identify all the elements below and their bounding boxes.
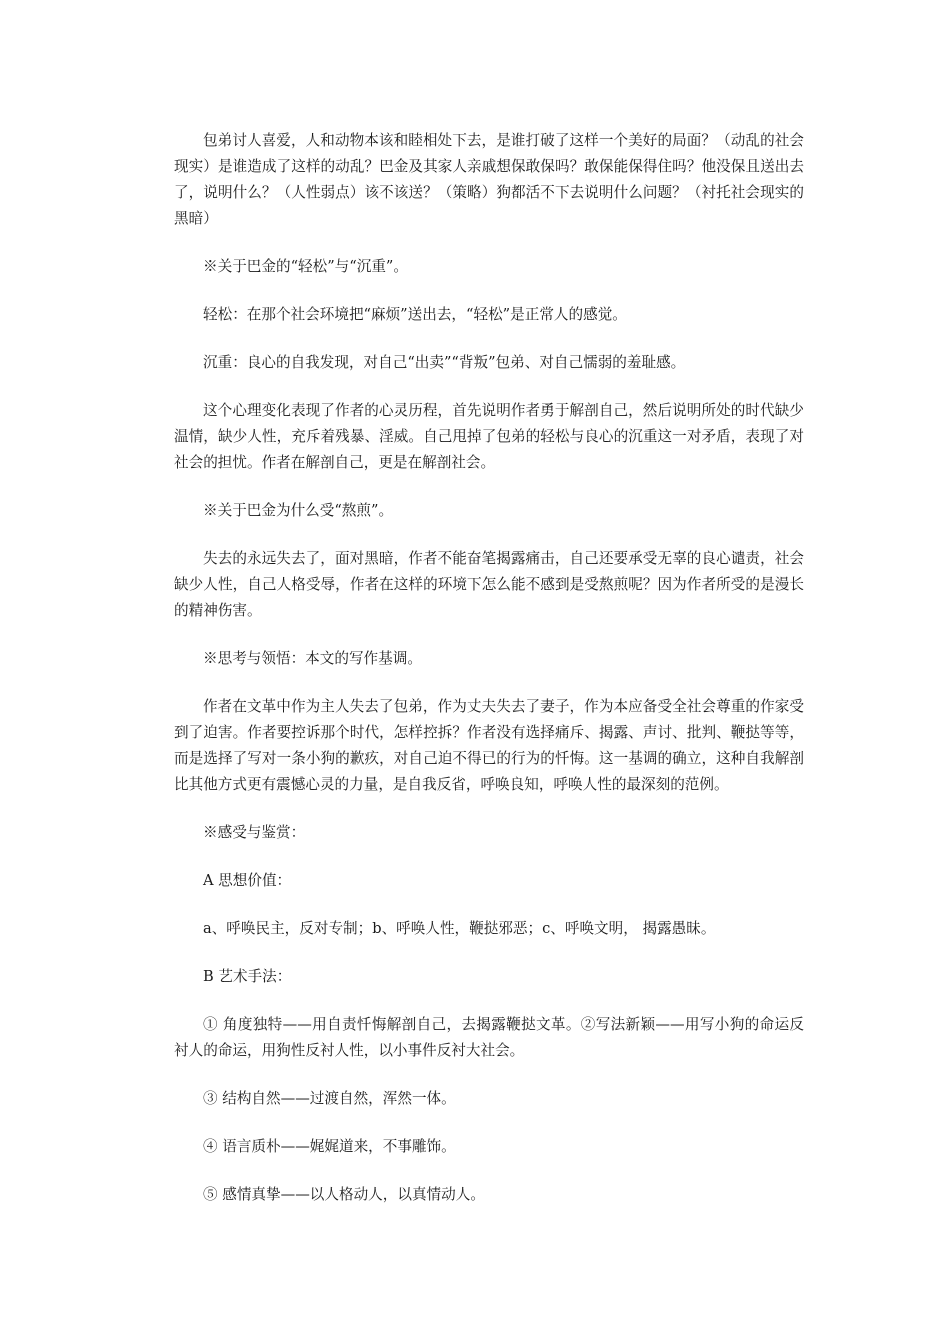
paragraph-baodi-questions: 包弟讨人喜爱，人和动物本该和睦相处下去，是谁打破了这样一个美好的局面？（动乱的社会现实）是谁造成了这样的动乱？巴金及其家人亲戚想保敢保吗？敢保能保得住吗？他没保且送出去了，说明什么？（人性弱点）该不该送？（策略）狗都活不下去说明什么问题？（衬托社会现实的黑暗） bbox=[174, 132, 804, 227]
heading-relief-and-burden: ※关于巴金的“轻松”与“沉重”。 bbox=[203, 258, 408, 275]
paragraph-relief: 轻松：在那个社会环境把“麻烦”送出去，“轻松”是正常人的感觉。 bbox=[203, 306, 627, 323]
list-item-technique-1-2: ① 角度独特——用自责忏悔解剖自己，去揭露鞭挞文革。②写法新颖——用写小狗的命运反衬人的命运，用狗性反衬人性，以小事件反衬大社会。 bbox=[174, 1016, 804, 1059]
subheading-artistic-technique: B 艺术手法： bbox=[203, 968, 292, 985]
heading-writing-tone: ※思考与领悟：本文的写作基调。 bbox=[203, 650, 422, 667]
list-item-technique-3: ③ 结构自然——过渡自然，浑然一体。 bbox=[203, 1090, 456, 1107]
paragraph-burden: 沉重：良心的自我发现，对自己“出卖”“背叛”包弟、对自己懦弱的羞耻感。 bbox=[203, 354, 686, 371]
list-item-technique-4: ④ 语言质朴——娓娓道来，不事雕饰。 bbox=[203, 1138, 456, 1155]
heading-appreciation: ※感受与鉴赏： bbox=[203, 824, 306, 841]
paragraph-writing-tone: 作者在文革中作为主人失去了包弟，作为丈夫失去了妻子，作为本应备受全社会尊重的作家受到了迫害。作者要控诉那个时代，怎样控拆？作者没有选择痛斥、揭露、声讨、批判、鞭挞等等，而是选择了写对一条小狗的歉疚，对自己迫不得已的行为的忏悔。这一基调的确立，这种自我解剖比其他方式更有震憾心灵的力量，是自我反省，呼唤良知，呼唤人性的最深刻的范例。 bbox=[174, 698, 804, 793]
list-item-technique-5: ⑤ 感情真挚——以人格动人，以真情动人。 bbox=[203, 1186, 485, 1203]
paragraph-ideological-value: a、呼唤民主，反对专制；b、呼唤人性，鞭挞邪恶；c、呼唤文明， 揭露愚昧。 bbox=[203, 920, 716, 937]
paragraph-mental-journey: 这个心理变化表现了作者的心灵历程，首先说明作者勇于解剖自己，然后说明所处的时代缺少温情，缺少人性，充斥着残暴、淫威。自己甩掉了包弟的轻松与良心的沉重这一对矛盾，表现了对社会的担忧。作者在解剖自己，更是在解剖社会。 bbox=[174, 402, 804, 471]
document-body bbox=[174, 128, 804, 1208]
paragraph-suffering: 失去的永远失去了，面对黑暗，作者不能奋笔揭露痛击，自己还要承受无辜的良心谴责，社会缺少人性，自己人格受辱，作者在这样的环境下怎么能不感到是受熬煎呢？因为作者所受的是漫长的精神伤害。 bbox=[174, 550, 804, 619]
subheading-ideological-value: A 思想价值： bbox=[203, 872, 292, 889]
heading-suffering: ※关于巴金为什么受“熬煎”。 bbox=[203, 502, 394, 519]
